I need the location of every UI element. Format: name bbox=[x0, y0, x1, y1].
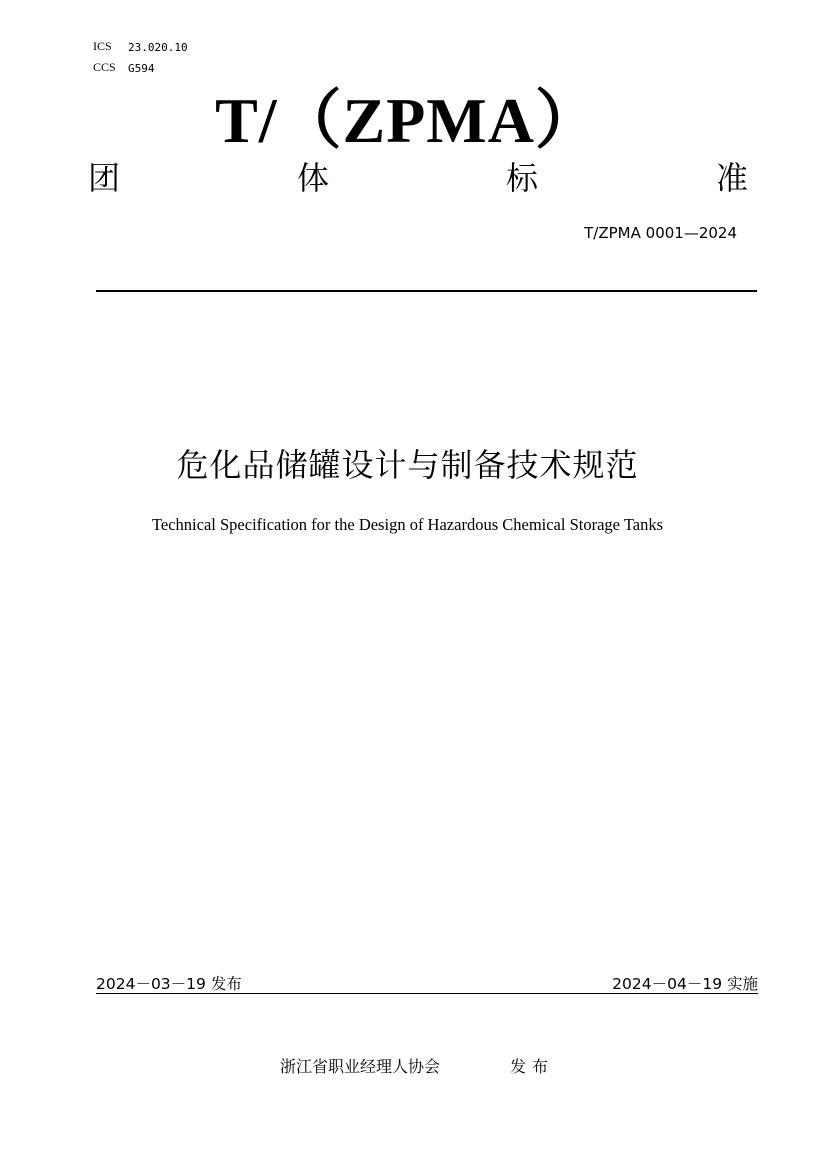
publish-action: 发布 bbox=[510, 1057, 555, 1076]
bottom-divider bbox=[96, 993, 758, 994]
title-chinese: 危化品储罐设计与制备技术规范 bbox=[176, 446, 639, 484]
category-char-1: 团 bbox=[88, 159, 121, 197]
issue-date: 2024－03－19 发布 bbox=[96, 975, 242, 993]
top-divider bbox=[96, 290, 757, 292]
title-english: Technical Specification for the Design of Hazardous Chemical Storage Tanks bbox=[151, 515, 663, 534]
standard-number: T/ZPMA 0001—2024 bbox=[584, 224, 737, 242]
ics-value: 23.020.10 bbox=[128, 41, 188, 54]
category-char-3: 标 bbox=[506, 159, 539, 197]
category-char-2: 体 bbox=[297, 159, 330, 197]
ccs-label: CCS bbox=[93, 60, 116, 74]
standard-logo: T/（ZPMA） bbox=[215, 85, 600, 156]
ccs-value: G594 bbox=[128, 62, 155, 75]
ics-label: ICS bbox=[93, 39, 112, 53]
category-char-4: 准 bbox=[716, 159, 749, 197]
implementation-date: 2024－04－19 实施 bbox=[612, 975, 758, 993]
publisher-name: 浙江省职业经理人协会 bbox=[280, 1057, 441, 1076]
